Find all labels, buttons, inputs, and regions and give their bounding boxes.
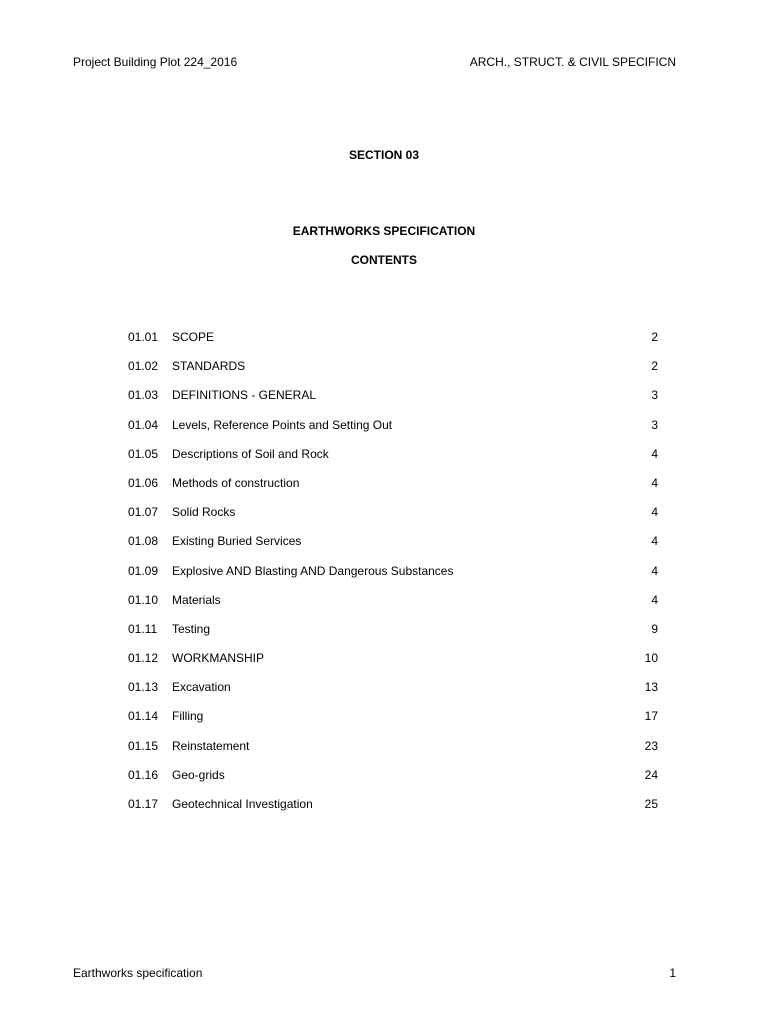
toc-entry-number: 01.13 xyxy=(128,680,159,695)
toc-entry xyxy=(128,651,658,680)
toc-entry xyxy=(128,359,658,388)
toc-entry-number: 01.15 xyxy=(128,738,159,753)
toc-entry-number: 01.04 xyxy=(128,417,159,432)
toc-entry xyxy=(128,680,658,709)
toc-entry-number: 01.11 xyxy=(128,621,158,636)
toc-entry-number: 01.08 xyxy=(128,534,159,549)
toc-entry-number: 01.02 xyxy=(128,359,159,374)
toc-entry xyxy=(128,739,658,768)
toc-entry-title: Testing xyxy=(172,621,211,636)
toc-entry-number: 01.09 xyxy=(128,563,159,578)
toc-entry-number: 01.14 xyxy=(128,709,159,724)
toc-entry xyxy=(128,330,658,359)
toc-entry-title: Solid Rocks xyxy=(172,505,236,520)
header-spec-title: ARCH., STRUCT. & CIVIL SPECIFICN xyxy=(469,55,676,69)
toc-entry-title: WORKMANSHIP xyxy=(172,651,265,666)
toc-entry-page: 25 xyxy=(644,797,658,811)
toc-entry-number: 01.03 xyxy=(128,388,159,403)
toc-entry-page: 10 xyxy=(644,651,658,666)
toc-entry-title: Materials xyxy=(172,592,221,607)
toc-entry xyxy=(128,505,658,534)
toc-entry xyxy=(128,709,658,738)
toc-entry-number: 01.10 xyxy=(128,592,159,607)
toc-entry-page: 23 xyxy=(644,738,658,753)
table-of-contents xyxy=(128,330,658,826)
toc-entry-page: 2 xyxy=(651,330,658,344)
toc-entry xyxy=(128,476,658,505)
toc-entry-page: 17 xyxy=(644,709,658,724)
toc-entry-number: 01.05 xyxy=(128,446,159,461)
page-number: 1 xyxy=(669,966,676,980)
toc-entry-title: STANDARDS xyxy=(172,359,246,374)
document-title: EARTHWORKS SPECIFICATION xyxy=(292,224,476,238)
toc-entry-page: 3 xyxy=(651,417,658,432)
toc-entry-page: 2 xyxy=(651,359,658,374)
toc-entry-title: Levels, Reference Points and Setting Out xyxy=(172,417,393,432)
toc-entry-title: Descriptions of Soil and Rock xyxy=(172,446,329,461)
contents-heading: CONTENTS xyxy=(351,253,417,267)
toc-entry-number: 01.07 xyxy=(128,505,159,520)
toc-entry-page: 4 xyxy=(651,475,658,490)
toc-entry-title: Reinstatement xyxy=(172,738,250,753)
toc-entry xyxy=(128,388,658,417)
toc-entry-title: Filling xyxy=(172,709,204,724)
toc-entry-page: 3 xyxy=(651,388,658,403)
toc-entry-title: SCOPE xyxy=(172,330,215,344)
toc-entry-page: 4 xyxy=(651,505,658,520)
toc-entry-title: Geo-grids xyxy=(172,767,225,782)
toc-entry xyxy=(128,768,658,797)
toc-entry xyxy=(128,534,658,563)
toc-entry-number: 01.16 xyxy=(128,767,159,782)
toc-entry xyxy=(128,447,658,476)
toc-entry-title: Geotechnical Investigation xyxy=(172,797,313,811)
header-project-name: Project Building Plot 224_2016 xyxy=(73,55,238,69)
toc-entry-page: 9 xyxy=(651,621,658,636)
toc-entry-page: 4 xyxy=(651,534,658,549)
toc-entry-number: 01.12 xyxy=(128,651,159,666)
toc-entry xyxy=(128,593,658,622)
toc-entry-page: 4 xyxy=(651,592,658,607)
toc-entry xyxy=(128,622,658,651)
toc-entry-title: Explosive AND Blasting AND Dangerous Substances xyxy=(172,563,454,578)
toc-entry xyxy=(128,564,658,593)
toc-entry-number: 01.01 xyxy=(128,330,159,344)
toc-entry-title: DEFINITIONS - GENERAL xyxy=(172,388,317,403)
toc-entry-page: 4 xyxy=(651,446,658,461)
toc-entry xyxy=(128,797,658,826)
section-heading: SECTION 03 xyxy=(348,148,420,162)
toc-entry-number: 01.17 xyxy=(128,797,159,811)
footer-title: Earthworks specification xyxy=(73,966,203,980)
toc-entry xyxy=(128,418,658,447)
toc-entry-title: Methods of construction xyxy=(172,475,300,490)
toc-entry-number: 01.06 xyxy=(128,475,159,490)
toc-entry-page: 13 xyxy=(644,680,658,695)
toc-entry-page: 4 xyxy=(651,563,658,578)
toc-entry-title: Existing Buried Services xyxy=(172,534,302,549)
toc-entry-page: 24 xyxy=(644,767,658,782)
toc-entry-title: Excavation xyxy=(172,680,231,695)
